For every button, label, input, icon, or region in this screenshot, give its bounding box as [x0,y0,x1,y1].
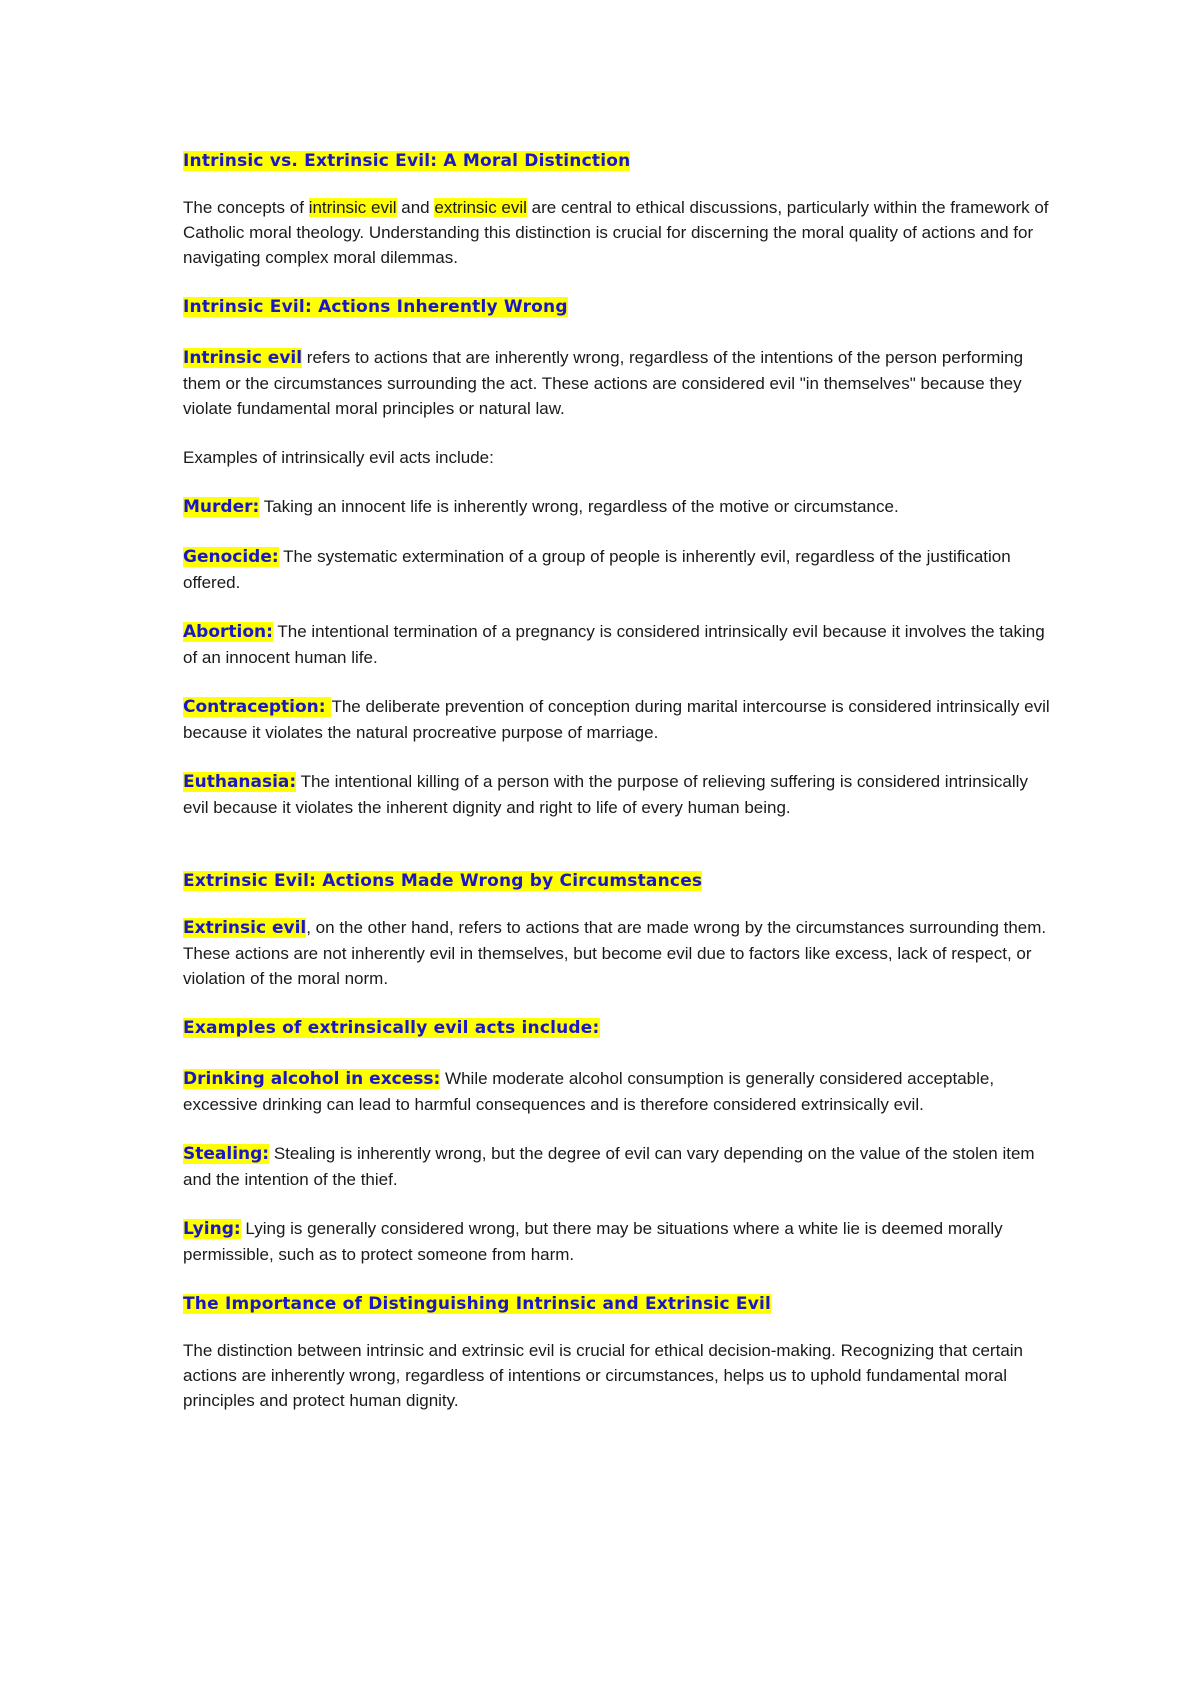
example-text: Taking an innocent life is inherently wrong, regardless of the motive or circumstance. [259,497,899,516]
intrinsic-definition [183,345,1053,421]
example-stealing [183,1141,1053,1192]
example-term: Euthanasia: [183,772,297,792]
importance-heading-line [183,1291,1053,1316]
intro-text-2: and [396,198,435,217]
example-term: Murder: [183,497,260,517]
intrinsic-definition-text: refers to actions that are inherently wrong, regardless of the intentions of the person performing them or the circumstances surrounding the act. These actions are considered evil "in themselves" because they violate fundamental moral principles or natural law. [183,348,1024,418]
example-text: Lying is generally considered wrong, but there may be situations where a white lie is deemed morally permissible, such as to protect someone from harm. [183,1219,1003,1264]
example-text: Stealing is inherently wrong, but the degree of evil can vary depending on the value of the stolen item and the intention of the thief. [183,1144,1035,1189]
example-murder [183,494,1053,520]
document-content [183,148,1053,1413]
extrinsic-heading-line [183,868,1053,893]
extrinsic-examples-heading-line [183,1015,1053,1040]
intrinsic-heading-line [183,294,1053,319]
example-text: The deliberate prevention of conception during marital intercourse is considered intrinsically evil because it violates the natural procreative purpose of marriage. [183,697,1050,742]
example-term: Contraception: [183,697,332,717]
example-term: Abortion: [183,622,273,642]
intrinsic-definition-term: Intrinsic evil [183,348,303,368]
example-genocide [183,544,1053,595]
example-lying [183,1216,1053,1267]
intrinsic-examples-intro: Examples of intrinsically evil acts include: [183,448,494,467]
document-title: Intrinsic vs. Extrinsic Evil: A Moral Distinction [183,151,631,171]
extrinsic-definition [183,915,1053,991]
extrinsic-examples-heading: Examples of extrinsically evil acts include: [183,1018,600,1038]
example-term: Stealing: [183,1144,270,1164]
document-title-line [183,148,1053,173]
importance-paragraph: The distinction between intrinsic and extrinsic evil is crucial for ethical decision-making. Recognizing that certain actions are inherently wrong, regardless of intentions or circumstances, helps us to uphold fundamental moral principles and protect human dignity. [183,1341,1024,1410]
example-abortion [183,619,1053,670]
extrinsic-section-heading: Extrinsic Evil: Actions Made Wrong by Circumstances [183,871,703,891]
intrinsic-evil-term: intrinsic evil [308,198,397,217]
intro-text-3: are central to ethical discussions, particularly within the framework of Catholic moral theology. Understanding this distinction is crucial for discerning the moral quality of actions and for navigating complex moral dilemmas. [183,198,1049,267]
intrinsic-section-heading: Intrinsic Evil: Actions Inherently Wrong [183,297,568,317]
example-term: Drinking alcohol in excess: [183,1069,441,1089]
example-term: Lying: [183,1219,241,1239]
example-drinking [183,1066,1053,1117]
importance-section-heading: The Importance of Distinguishing Intrinsic and Extrinsic Evil [183,1294,772,1314]
extrinsic-definition-text: , on the other hand, refers to actions that are made wrong by the circumstances surrounding them. These actions are not inherently evil in themselves, but become evil due to factors like excess, lack of respect, or violation of the moral norm. [183,918,1047,988]
extrinsic-definition-term: Extrinsic evil [183,918,307,938]
extrinsic-evil-term: extrinsic evil [434,198,527,217]
intro-text-1: The concepts of [183,198,309,217]
example-euthanasia [183,769,1053,820]
example-text: The intentional killing of a person with the purpose of relieving suffering is considered intrinsically evil because it violates the inherent dignity and right to life of every human being. [183,772,1028,817]
example-text: The intentional termination of a pregnancy is considered intrinsically evil because it involves the taking of an innocent human life. [183,622,1045,667]
example-term: Genocide: [183,547,279,567]
example-text: The systematic extermination of a group of people is inherently evil, regardless of the justification offered. [183,547,1011,592]
example-text: While moderate alcohol consumption is generally considered acceptable, excessive drinking can lead to harmful consequences and is therefore considered extrinsically evil. [183,1069,995,1114]
intro-paragraph [183,195,1053,270]
example-contraception [183,694,1053,745]
